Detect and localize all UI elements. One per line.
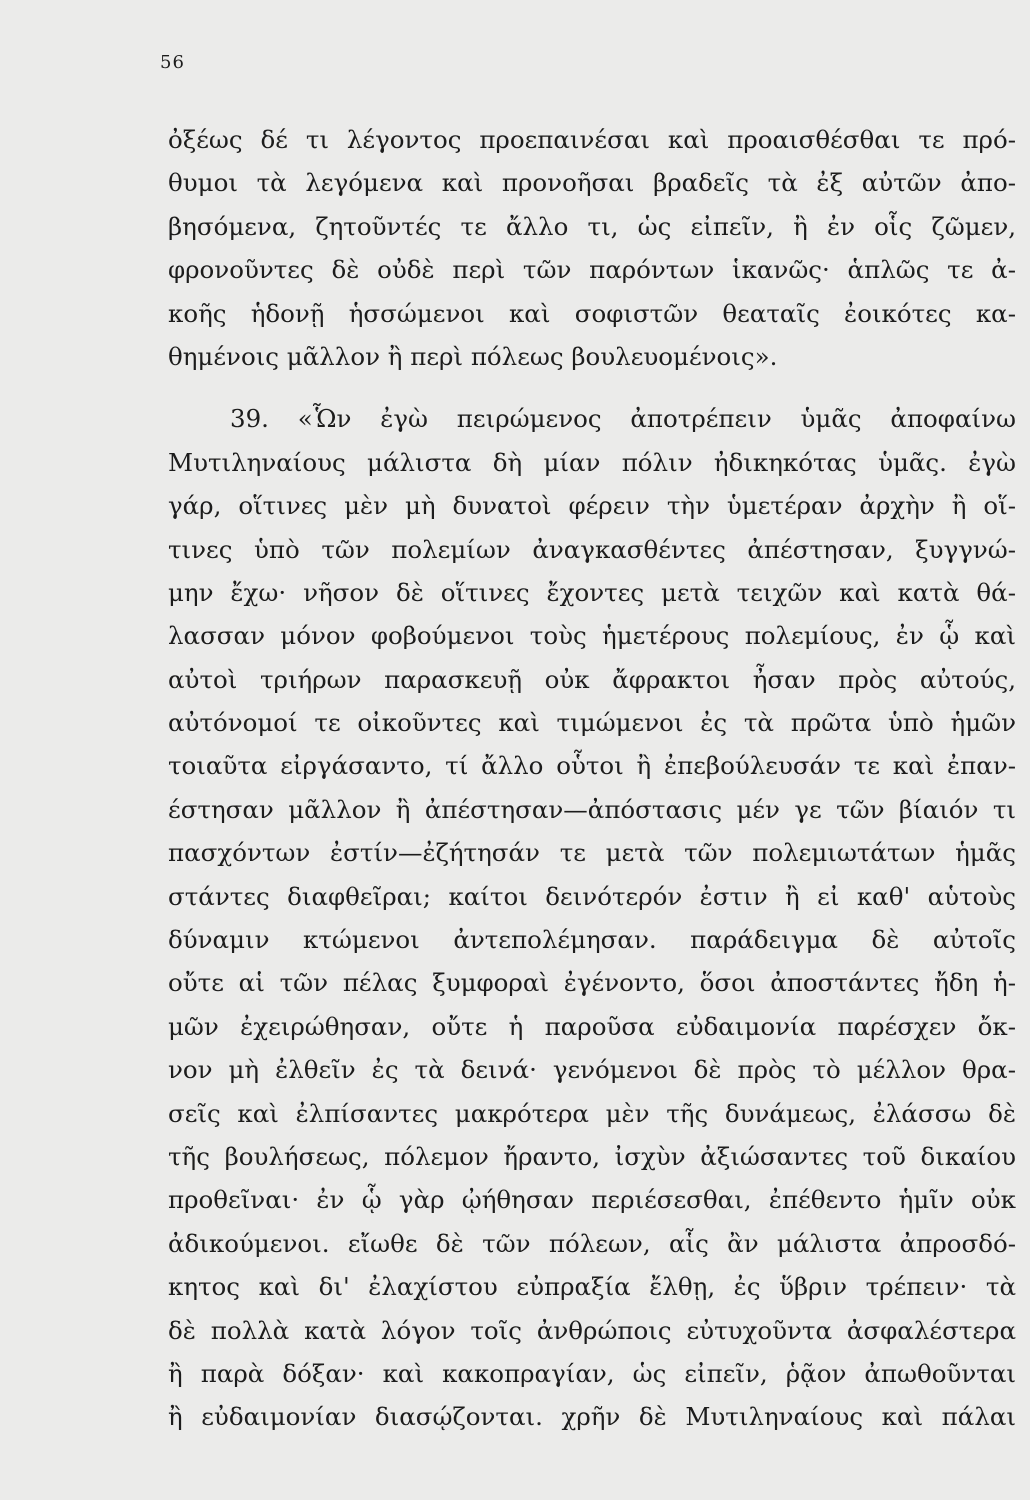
- text-line: κοῆς ἡδονῇ ἡσσώμενοι καὶ σοφιστῶν θεαταῖς ἐοικότες κα-: [168, 298, 1016, 328]
- text-line: λασσαν μόνον φοβούμενοι τοὺς ἡμετέρους πολεμίους, ἐν ᾧ καὶ: [168, 621, 1016, 651]
- text-line: ἀδικούμενοι. εἴωθε δὲ τῶν πόλεων, αἷς ἂν μάλιστα ἀπροσδό-: [168, 1228, 1016, 1258]
- text-line: στάντες διαφθεῖραι; καίτοι δεινότερόν ἐστιν ἢ εἰ καθ' αὑτοὺς: [168, 881, 1016, 911]
- paragraph-1: [168, 118, 1016, 378]
- text-line: θημένοις μᾶλλον ἢ περὶ πόλεως βουλευομένοις».: [168, 341, 778, 371]
- text-line: ἢ εὐδαιμονίαν διασῴζονται. χρῆν δὲ Μυτιληναίους καὶ πάλαι: [168, 1402, 1016, 1432]
- text-line: μῶν ἐχειρώθησαν, οὔτε ἡ παροῦσα εὐδαιμονία παρέσχεν ὄκ-: [168, 1011, 1016, 1041]
- text-line: έστησαν μᾶλλον ἢ ἀπέστησαν—ἀπόστασις μέν γε τῶν βίαιόν τι: [168, 794, 1016, 824]
- text-line: κητος καὶ δι' ἐλαχίστου εὐπραξία ἔλθῃ, ἐς ὕβριν τρέπειν· τὰ: [168, 1272, 1016, 1302]
- text-line: δύναμιν κτώμενοι ἀντεπολέμησαν. παράδειγμα δὲ αὐτοῖς: [168, 925, 1016, 955]
- paragraph-2: [168, 397, 1016, 1438]
- text-line: τινες ὑπὸ τῶν πολεμίων ἀναγκασθέντες ἀπέστησαν, ξυγγνώ-: [168, 534, 1016, 564]
- text-line: σεῖς καὶ ἐλπίσαντες μακρότερα μὲν τῆς δυνάμεως, ἐλάσσω δὲ: [168, 1098, 1016, 1128]
- text-line: μην ἔχω· νῆσον δὲ οἵτινες ἔχοντες μετὰ τειχῶν καὶ κατὰ θά-: [168, 577, 1016, 607]
- text-line: πασχόντων ἐστίν—ἐζήτησάν τε μετὰ τῶν πολεμιωτάτων ἡμᾶς: [168, 838, 1016, 868]
- text-line: Μυτιληναίους μάλιστα δὴ μίαν πόλιν ἠδικηκότας ὑμᾶς. ἐγὼ: [168, 447, 1016, 477]
- text-line: δὲ πολλὰ κατὰ λόγον τοῖς ἀνθρώποις εὐτυχοῦντα ἀσφαλέστερα: [168, 1315, 1016, 1345]
- text-line: βησόμενα, ζητοῦντές τε ἄλλο τι, ὡς εἰπεῖν, ἢ ἐν οἷς ζῶμεν,: [168, 211, 1016, 241]
- text-line: αὐτόνομοί τε οἰκοῦντες καὶ τιμώμενοι ἐς τὰ πρῶτα ὑπὸ ἡμῶν: [168, 708, 1016, 738]
- text-line: αὐτοὶ τριήρων παρασκευῇ οὐκ ἄφρακτοι ἦσαν πρὸς αὐτούς,: [168, 664, 1016, 694]
- body-text: [168, 118, 1016, 1439]
- text-line: νον μὴ ἐλθεῖν ἐς τὰ δεινά· γενόμενοι δὲ πρὸς τὸ μέλλον θρα-: [168, 1055, 1016, 1085]
- text-line: φρονοῦντες δὲ οὐδὲ περὶ τῶν παρόντων ἱκανῶς· ἁπλῶς τε ἀ-: [168, 255, 1016, 285]
- page-number: 56: [160, 52, 185, 73]
- text-line: ὀξέως δέ τι λέγοντος προεπαινέσαι καὶ προαισθέσθαι τε πρό-: [168, 125, 1016, 154]
- text-line: 39. «Ὧν ἐγὼ πειρώμενος ἀποτρέπειν ὑμᾶς ἀποφαίνω: [230, 404, 1016, 434]
- text-line: τῆς βουλήσεως, πόλεμον ἤραντο, ἰσχὺν ἀξιώσαντες τοῦ δικαίου: [168, 1141, 1016, 1171]
- paragraph-gap: [168, 378, 1016, 397]
- text-line: γάρ, οἵτινες μὲν μὴ δυνατοὶ φέρειν τὴν ὑμετέραν ἀρχὴν ἢ οἵ-: [168, 491, 1016, 521]
- text-line: ἢ παρὰ δόξαν· καὶ κακοπραγίαν, ὡς εἰπεῖν, ῥᾷον ἀπωθοῦνται: [168, 1358, 1016, 1388]
- text-line: οὔτε αἱ τῶν πέλας ξυμφοραὶ ἐγένοντο, ὅσοι ἀποστάντες ἤδη ἡ-: [168, 968, 1016, 998]
- text-line: θυμοι τὰ λεγόμενα καὶ προνοῆσαι βραδεῖς τὰ ἐξ αὐτῶν ἀπο-: [168, 168, 1016, 198]
- text-line: προθεῖναι· ἐν ᾧ γὰρ ᾠήθησαν περιέσεσθαι, ἐπέθεντο ἡμῖν οὐκ: [168, 1185, 1016, 1215]
- text-line: τοιαῦτα εἰργάσαντο, τί ἄλλο οὗτοι ἢ ἐπεβούλευσάν τε καὶ ἐπαν-: [168, 751, 1016, 781]
